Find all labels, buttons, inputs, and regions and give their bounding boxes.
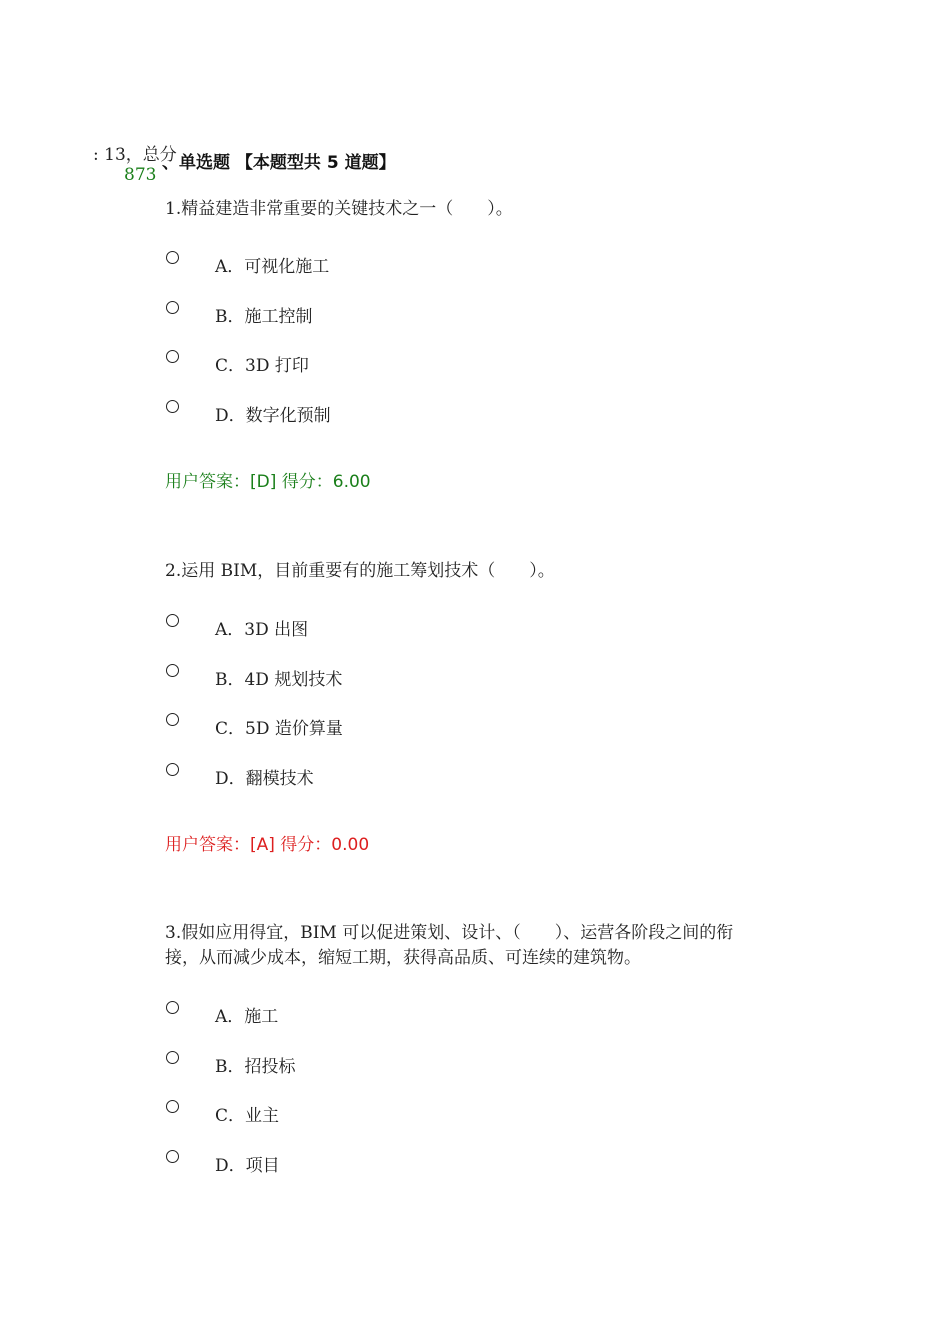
radio-q2-d[interactable] bbox=[166, 763, 179, 776]
option-q2-d: D．翻模技术 bbox=[215, 769, 314, 789]
radio-q2-b[interactable] bbox=[166, 664, 179, 677]
option-q1-c: C．3D 打印 bbox=[215, 356, 309, 376]
option-q2-c: C．5D 造价算量 bbox=[215, 719, 343, 739]
radio-q3-c[interactable] bbox=[166, 1100, 179, 1113]
section-title: 、单选题 【本题型共 5 道题】 bbox=[162, 153, 396, 173]
option-q1-d: D．数字化预制 bbox=[215, 406, 331, 426]
score-total: 873 bbox=[124, 165, 157, 185]
radio-q1-c[interactable] bbox=[166, 350, 179, 363]
radio-q3-d[interactable] bbox=[166, 1150, 179, 1163]
question-2-text: 2.运用 BIM，目前重要有的施工筹划技术（ ）。 bbox=[165, 561, 555, 581]
radio-q3-a[interactable] bbox=[166, 1001, 179, 1014]
radio-q1-b[interactable] bbox=[166, 301, 179, 314]
option-q3-d: D．项目 bbox=[215, 1156, 280, 1176]
option-q1-b: B．施工控制 bbox=[215, 307, 313, 327]
user-answer-q1: 用户答案：[D] 得分：6.00 bbox=[165, 472, 371, 492]
radio-q1-d[interactable] bbox=[166, 400, 179, 413]
option-q3-a: A．施工 bbox=[215, 1007, 279, 1027]
option-q1-a: A．可视化施工 bbox=[215, 257, 330, 277]
option-q3-b: B．招投标 bbox=[215, 1057, 296, 1077]
question-3-text-line1: 3.假如应用得宜，BIM 可以促进策划、设计、（ ）、运营各阶段之间的衔 bbox=[165, 923, 734, 943]
radio-q2-c[interactable] bbox=[166, 713, 179, 726]
option-q2-b: B．4D 规划技术 bbox=[215, 670, 343, 690]
option-q3-c: C．业主 bbox=[215, 1106, 280, 1126]
question-3-text-line2: 接，从而减少成本，缩短工期，获得高品质、可连续的建筑物。 bbox=[165, 948, 641, 968]
option-q2-a: A．3D 出图 bbox=[215, 620, 309, 640]
radio-q2-a[interactable] bbox=[166, 614, 179, 627]
score-prefix: : 13，总分 bbox=[93, 145, 177, 165]
user-answer-q2: 用户答案：[A] 得分：0.00 bbox=[165, 835, 370, 855]
question-1-text: 1.精益建造非常重要的关键技术之一（ ）。 bbox=[165, 199, 513, 219]
radio-q1-a[interactable] bbox=[166, 251, 179, 264]
radio-q3-b[interactable] bbox=[166, 1051, 179, 1064]
